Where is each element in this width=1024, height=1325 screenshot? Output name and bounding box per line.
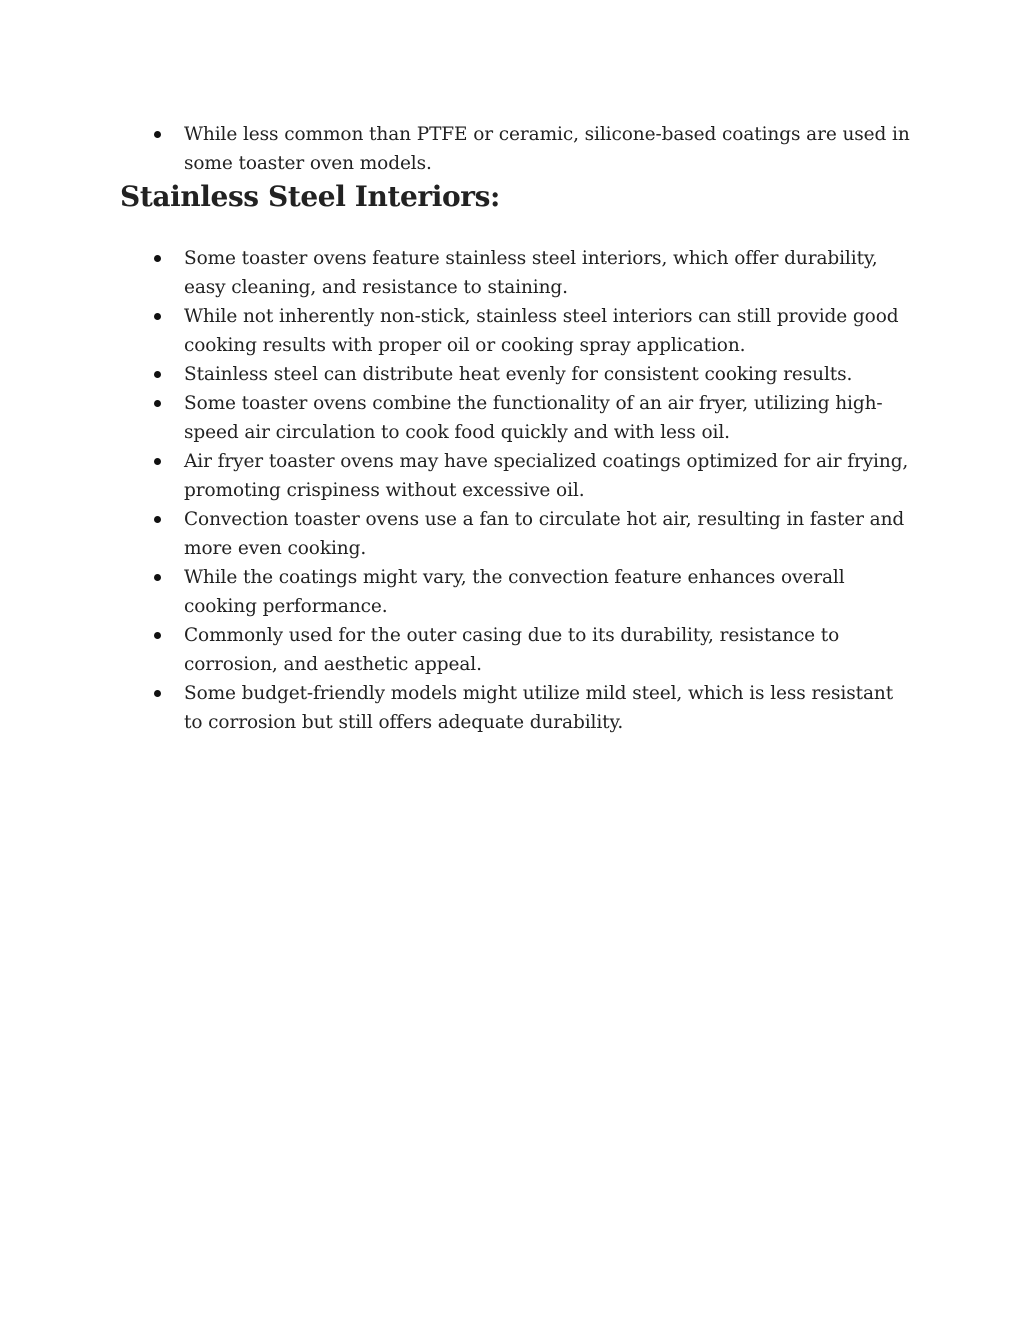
bullet-icon	[154, 690, 161, 697]
list-item	[152, 244, 912, 302]
bullet-icon	[154, 632, 161, 639]
list-item	[152, 621, 912, 679]
list-item	[152, 120, 912, 178]
bullet-list-stainless-steel	[152, 244, 912, 737]
list-item-text: Convection toaster ovens use a fan to circulate hot air, resulting in faster and more even cooking.	[184, 509, 905, 559]
list-item	[152, 563, 912, 621]
list-item	[152, 302, 912, 360]
list-item	[152, 679, 912, 737]
bullet-icon	[154, 255, 161, 262]
list-item-text: Stainless steel can distribute heat evenly for consistent cooking results.	[184, 364, 853, 385]
list-item	[152, 389, 912, 447]
bullet-icon	[154, 371, 161, 378]
list-item-text: Air fryer toaster ovens may have specialized coatings optimized for air frying, promoting crispiness without excessive oil.	[184, 451, 909, 501]
list-item-text: Commonly used for the outer casing due to its durability, resistance to corrosion, and aesthetic appeal.	[184, 625, 840, 675]
list-item	[152, 505, 912, 563]
list-item-text: While the coatings might vary, the convection feature enhances overall cooking performance.	[184, 567, 845, 617]
bullet-icon	[154, 516, 161, 523]
bullet-icon	[154, 574, 161, 581]
section-heading: Stainless Steel Interiors:	[120, 180, 500, 213]
bullet-icon	[154, 131, 161, 138]
list-item-text: While not inherently non-stick, stainless steel interiors can still provide good cooking results with proper oil or cooking spray application.	[184, 306, 899, 356]
bullet-icon	[154, 458, 161, 465]
list-item-text: Some toaster ovens feature stainless steel interiors, which offer durability, easy cleaning, and resistance to staining.	[184, 248, 878, 298]
bullet-icon	[154, 400, 161, 407]
bullet-icon	[154, 313, 161, 320]
list-item-text: While less common than PTFE or ceramic, silicone-based coatings are used in some toaster oven models.	[184, 124, 910, 174]
bullet-list-top	[152, 120, 912, 178]
list-item	[152, 447, 912, 505]
list-item-text: Some budget-friendly models might utilize mild steel, which is less resistant to corrosion but still offers adequate durability.	[184, 683, 894, 733]
list-item-text: Some toaster ovens combine the functionality of an air fryer, utilizing high-speed air circulation to cook food quickly and with less oil.	[184, 393, 883, 443]
list-item	[152, 360, 912, 389]
